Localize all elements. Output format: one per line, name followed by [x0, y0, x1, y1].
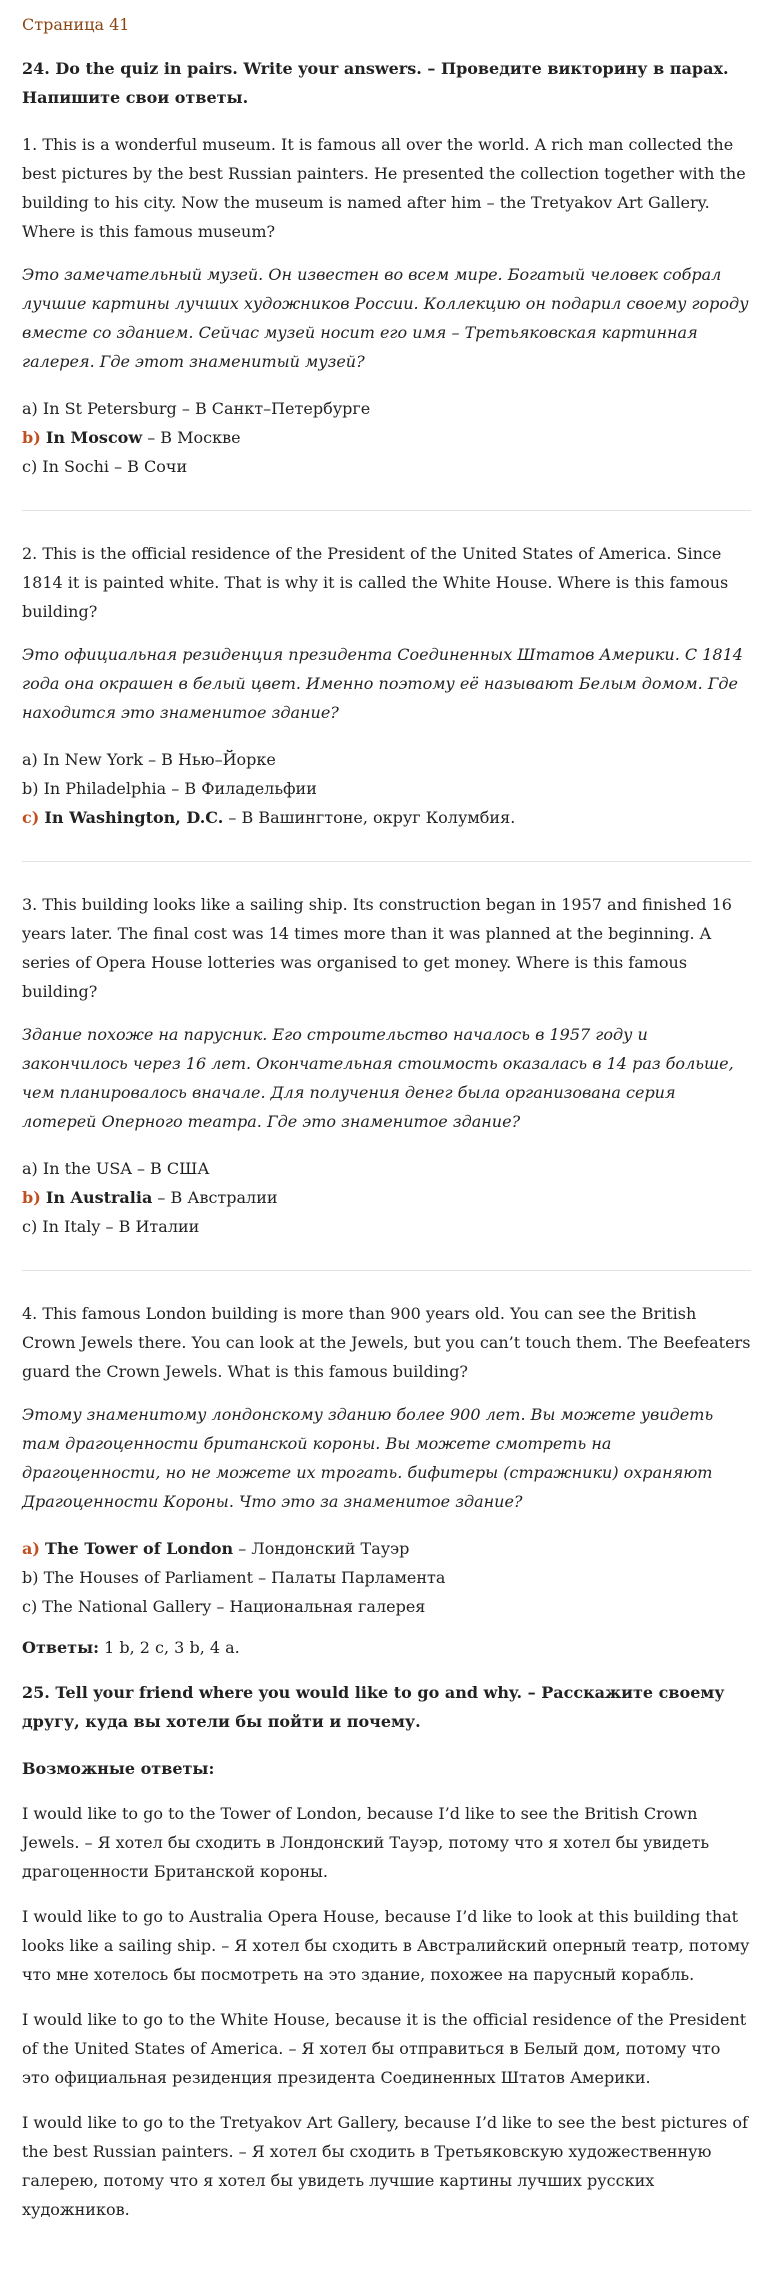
option-russian: – В Филадельфии — [166, 779, 317, 798]
option-c — [22, 1212, 751, 1241]
possible-answers-heading: Возможные ответы: — [22, 1759, 215, 1778]
option-english: In Philadelphia — [43, 779, 167, 798]
sample-answer-2: I would like to go to Australia Opera House, because I’d like to look at this building that looks like a sailing ship. – Я хотел бы сходить в Австралийский оперный театр, потому что мне хотелось бы посмотреть на это здание, похожее на парусный корабль. — [22, 1907, 750, 1984]
answers-label: Ответы: — [22, 1638, 100, 1657]
option-b-correct — [22, 1183, 751, 1212]
option-russian: – В Италии — [100, 1217, 200, 1236]
option-russian: – В Нью–Йорке — [142, 750, 276, 769]
option-english: The National Gallery — [42, 1597, 212, 1616]
option-b-correct — [22, 423, 751, 452]
option-letter: b) — [22, 1568, 39, 1587]
option-english: In the USA — [42, 1159, 132, 1178]
question-translation: Этому знаменитому лондонскому зданию более 900 лет. Вы можете увидеть там драгоценности британской короны. Вы можете смотреть на драгоценности, но не можете их трогать. бифитеры (стражники) охраняют Драгоценности Короны. Что это за знаменитое здание? — [22, 1405, 714, 1511]
sample-answer-1: I would like to go to the Tower of London, because I’d like to see the British Crown Jewels. – Я хотел бы сходить в Лондонский Тауэр, потому что я хотел бы увидеть драгоценности Британской короны. — [22, 1804, 710, 1881]
option-russian: – В США — [131, 1159, 210, 1178]
option-russian: – В Австралии — [152, 1188, 278, 1207]
option-letter: a) — [22, 1539, 40, 1558]
option-c — [22, 452, 751, 481]
question-text: 3. This building looks like a sailing ship. Its construction began in 1957 and finished 16 years later. The final cost was 14 times more than it was planned at the beginning. A series of Opera House lotteries was organised to get money. Where is this famous building? — [22, 895, 732, 1001]
answers-value: 1 b, 2 c, 3 b, 4 a. — [99, 1638, 240, 1657]
answer-options — [22, 1534, 751, 1621]
question-text: 4. This famous London building is more than 900 years old. You can see the British Crown Jewels there. You can look at the Jewels, but you can’t touch them. The Beefeaters guard the Crown Jewels. What is this famous building? — [22, 1304, 751, 1381]
option-russian: – Палаты Парламента — [253, 1568, 446, 1587]
option-a — [22, 1154, 751, 1183]
option-russian: – В Сочи — [108, 457, 188, 476]
option-english: In Sochi — [42, 457, 109, 476]
option-a-correct — [22, 1534, 751, 1563]
page-label: Страница 41 — [22, 15, 130, 34]
option-c — [22, 1592, 751, 1621]
option-letter: b) — [22, 428, 41, 447]
option-english: In Italy — [42, 1217, 101, 1236]
quiz-question-2 — [22, 539, 751, 832]
option-letter: a) — [22, 1159, 38, 1178]
option-letter: b) — [22, 1188, 41, 1207]
option-english: In Australia — [45, 1188, 153, 1207]
option-b — [22, 1563, 751, 1592]
option-english: In New York — [42, 750, 143, 769]
section-divider — [22, 1270, 751, 1271]
answer-options — [22, 1154, 751, 1241]
quiz-question-3 — [22, 890, 751, 1241]
option-russian: – В Санкт–Петербурге — [176, 399, 371, 418]
question-translation: Здание похоже на парусник. Его строительство началось в 1957 году и закончилось через 16 лет. Окончательная стоимость оказалась в 14 раз больше, чем планировалось вначале. Для получения денег была организована серия лотерей Оперного театра. Где это знаменитое здание? — [22, 1025, 734, 1131]
option-english: The Tower of London — [45, 1539, 234, 1558]
sample-answer-3: I would like to go to the White House, because it is the official residence of the President of the United States of America. – Я хотел бы отправиться в Белый дом, потому что это официальная резиденция президента Соединенных Штатов Америки. — [22, 2010, 747, 2087]
option-letter: a) — [22, 750, 38, 769]
answers-summary — [22, 1633, 751, 1662]
option-c-correct — [22, 803, 751, 832]
option-english: In Moscow — [45, 428, 143, 447]
option-letter: c) — [22, 457, 38, 476]
question-translation: Это замечательный музей. Он известен во всем мире. Богатый человек собрал лучшие картины лучших художников России. Коллекцию он подарил своему городу вместе со зданием. Сейчас музей носит его имя – Третьяковская картинная галерея. Где этот знаменитый музей? — [22, 265, 749, 371]
option-russian: – В Москве — [142, 428, 241, 447]
sample-answer-4: I would like to go to the Tretyakov Art Gallery, because I’d like to see the best pictures of the best Russian painters. – Я хотел бы сходить в Третьяковскую художественную галерею, потому что я хотел бы увидеть лучшие картины лучших русских художников. — [22, 2113, 748, 2219]
option-russian: – В Вашингтоне, округ Колумбия. — [223, 808, 516, 827]
task-25-title: 25. Tell your friend where you would like to go and why. – Расскажите своему другу, куда вы хотели бы пойти и почему. — [22, 1683, 725, 1731]
option-letter: a) — [22, 399, 38, 418]
option-english: In St Petersburg — [42, 399, 177, 418]
task-24-title: 24. Do the quiz in pairs. Write your answers. – Проведите викторину в парах. Напишите свои ответы. — [22, 59, 729, 107]
question-text: 1. This is a wonderful museum. It is famous all over the world. A rich man collected the best pictures by the best Russian painters. He presented the collection together with the building to his city. Now the museum is named after him – the Tretyakov Art Gallery. Where is this famous museum? — [22, 135, 746, 241]
answer-options — [22, 745, 751, 832]
option-letter: c) — [22, 1217, 38, 1236]
quiz-question-1 — [22, 130, 751, 481]
option-english: In Washington, D.C. — [44, 808, 224, 827]
section-divider — [22, 510, 751, 511]
option-a — [22, 394, 751, 423]
option-english: The Houses of Parliament — [43, 1568, 253, 1587]
section-divider — [22, 861, 751, 862]
quiz-question-4 — [22, 1299, 751, 1621]
option-letter: c) — [22, 1597, 38, 1616]
question-translation: Это официальная резиденция президента Соединенных Штатов Америки. С 1814 года она окрашен в белый цвет. Именно поэтому её называют Белым домом. Где находится это знаменитое здание? — [22, 645, 743, 722]
question-text: 2. This is the official residence of the President of the United States of America. Since 1814 it is painted white. That is why it is called the White House. Where is this famous building? — [22, 544, 729, 621]
option-letter: b) — [22, 779, 39, 798]
option-b — [22, 774, 751, 803]
option-letter: c) — [22, 808, 40, 827]
answer-options — [22, 394, 751, 481]
option-russian: – Лондонский Тауэр — [233, 1539, 410, 1558]
option-a — [22, 745, 751, 774]
option-russian: – Национальная галерея — [211, 1597, 426, 1616]
